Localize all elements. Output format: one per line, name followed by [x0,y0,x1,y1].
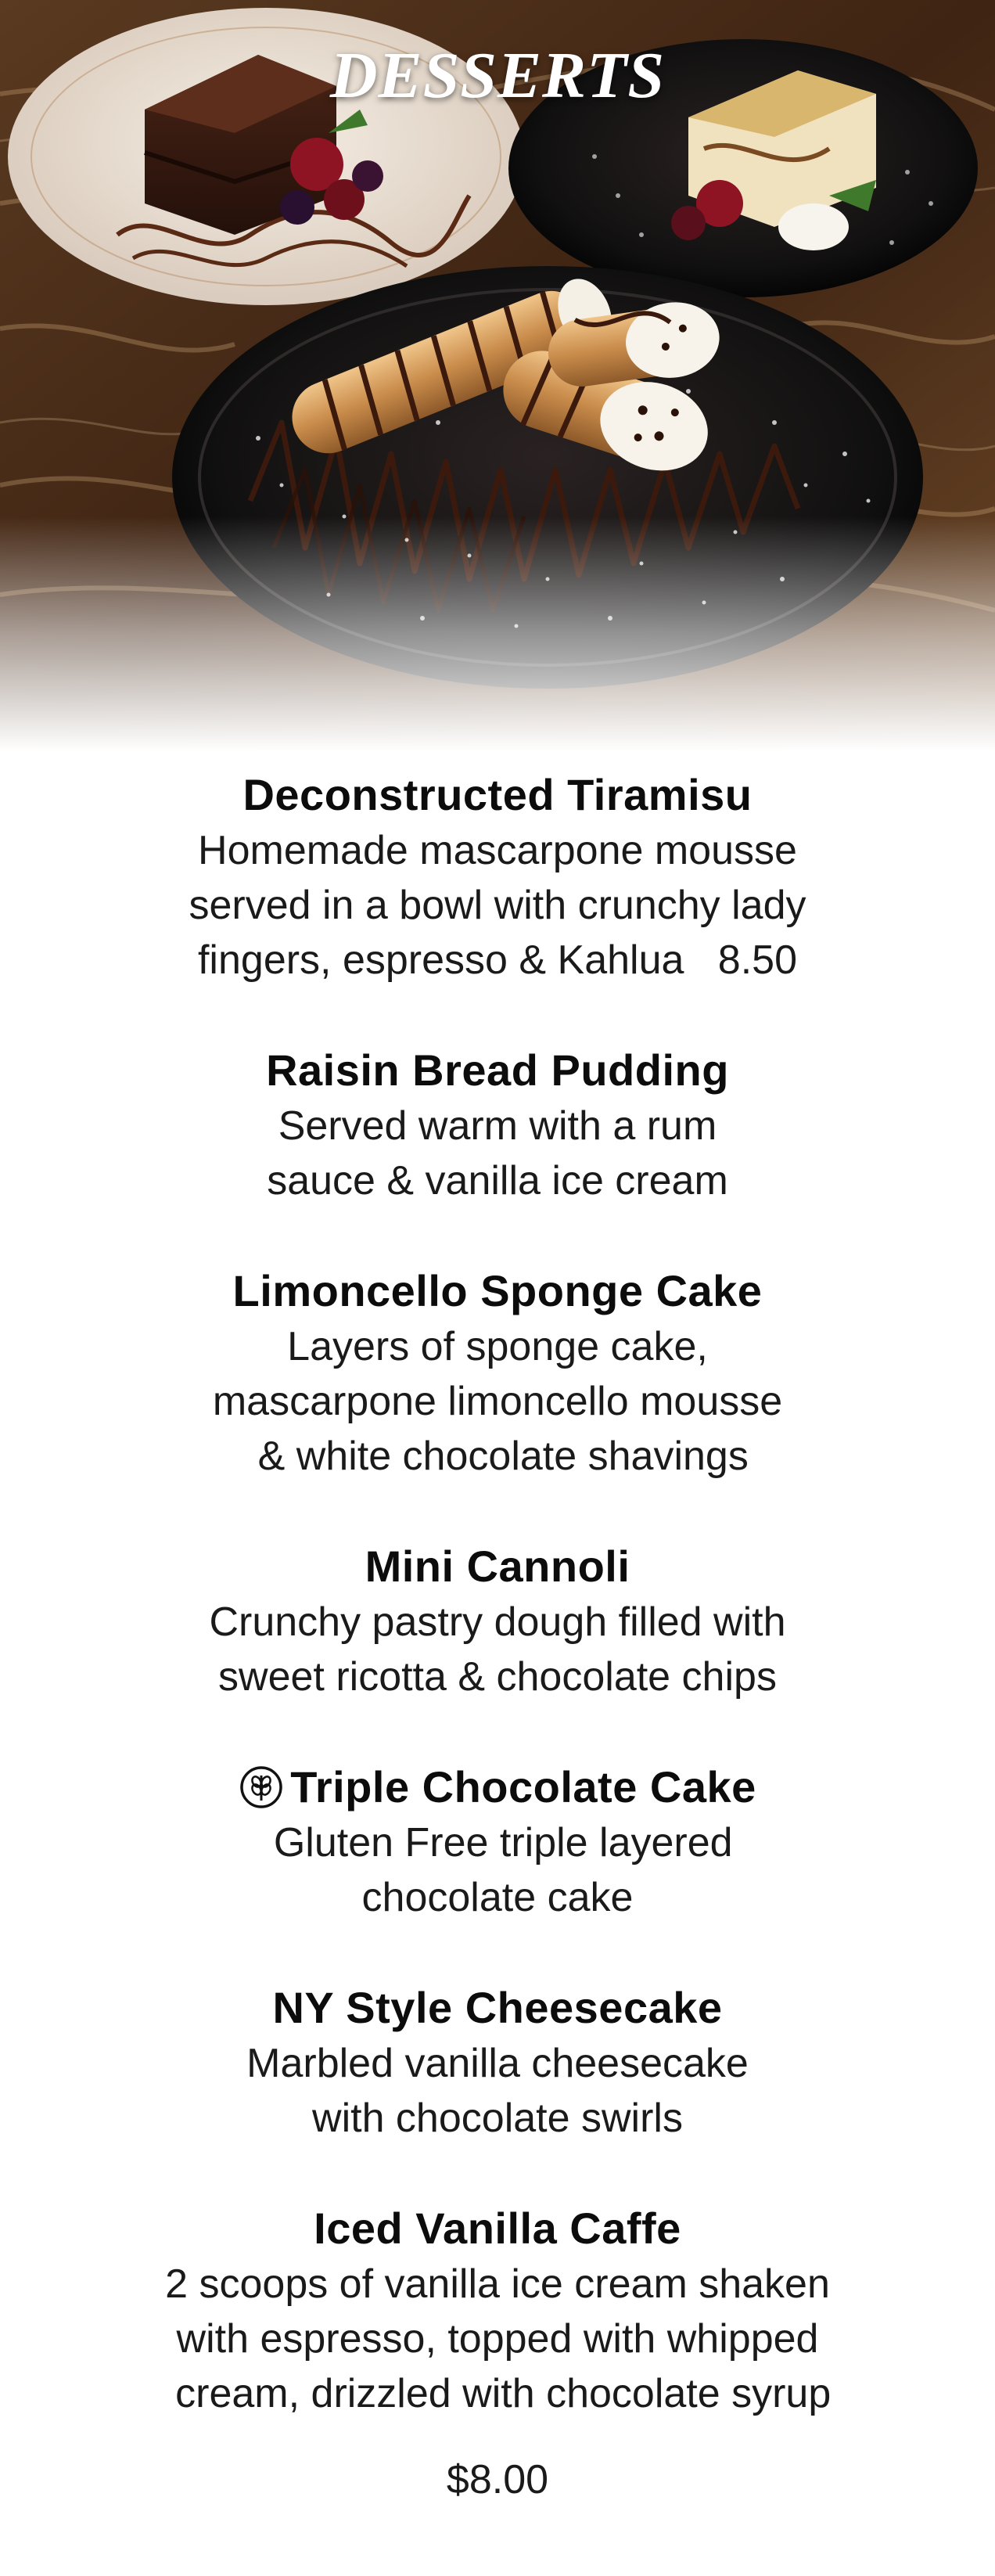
menu-item-name: NY Style Cheesecake [272,1983,723,2032]
hero-photo [0,0,995,751]
description-line: mascarpone limoncello mousse [212,1379,783,1424]
menu-item-iced-vanilla-caffe [0,2200,995,2421]
gluten-free-icon [239,1765,284,1810]
menu-item-description [0,1815,995,1925]
dessert-menu [0,767,995,2507]
menu-item-name-row [239,1759,756,1815]
menu-item-description [0,1099,995,1208]
description-line: Homemade mascarpone mousse [198,828,797,873]
menu-item-bread-pudding [0,1042,995,1208]
description-line: with chocolate swirls [312,2096,683,2141]
menu-item-name: Limoncello Sponge Cake [232,1266,763,1315]
description-line: Layers of sponge cake, [287,1324,708,1369]
menu-item-tiramisu [0,767,995,988]
description-line: served in a bowl with crunchy lady [189,883,806,928]
menu-item-description [0,1319,995,1484]
menu-item-description [0,2036,995,2146]
hero-fade-overlay [0,516,995,751]
menu-item-name: Deconstructed Tiramisu [242,770,753,819]
menu-item-limoncello-cake [0,1263,995,1484]
menu-item-triple-chocolate-cake [0,1759,995,1925]
menu-item-description [0,2257,995,2421]
description-line: fingers, espresso & Kahlua 8.50 [197,937,797,983]
menu-item-name: Iced Vanilla Caffe [314,2204,681,2253]
menu-item-name: Raisin Bread Pudding [266,1045,729,1095]
description-line: Crunchy pastry dough filled with [209,1599,786,1645]
description-line: 2 scoops of vanilla ice cream shaken [165,2261,830,2307]
description-line: & white chocolate shavings [246,1434,749,1479]
menu-item-description [0,823,995,988]
description-line: Served warm with a rum [278,1103,717,1149]
description-line: sauce & vanilla ice cream [267,1158,728,1203]
menu-item-name: Triple Chocolate Cake [290,1762,756,1811]
description-line: sweet ricotta & chocolate chips [218,1654,777,1700]
description-line: with espresso, topped with whipped [176,2316,819,2362]
menu-item-price: $8.00 [446,2457,549,2502]
description-line: chocolate cake [361,1875,634,1920]
page-title: DESSERTS [329,39,666,112]
menu-item-description [0,1595,995,1704]
description-line: Marbled vanilla cheesecake [246,2041,749,2086]
menu-item-name: Mini Cannoli [365,1542,630,1591]
menu-item-mini-cannoli [0,1538,995,1704]
description-line: cream, drizzled with chocolate syrup [163,2371,832,2416]
description-line: Gluten Free triple layered [262,1820,733,1865]
menu-item-ny-cheesecake [0,1980,995,2146]
